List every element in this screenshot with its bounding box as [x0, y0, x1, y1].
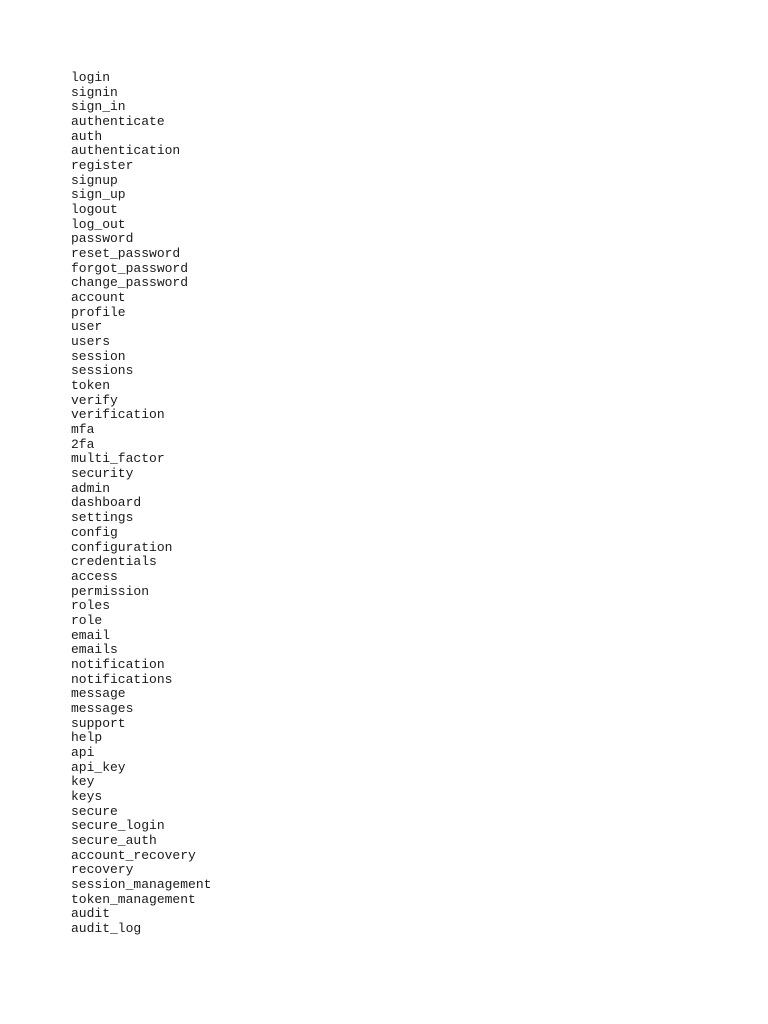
- list-item: sign_up: [71, 187, 126, 203]
- list-item: support: [71, 715, 126, 731]
- list-item: token: [71, 378, 111, 394]
- list-item: email: [71, 627, 111, 643]
- list-item: credentials: [71, 554, 157, 570]
- list-item: token_management: [71, 891, 196, 907]
- list-item: config: [71, 524, 118, 540]
- list-item: settings: [71, 510, 134, 526]
- list-item: secure_login: [71, 818, 165, 834]
- list-item: keys: [71, 788, 103, 804]
- list-item: forgot_password: [71, 260, 189, 276]
- list-item: mfa: [71, 422, 95, 438]
- list-item: sessions: [71, 363, 134, 379]
- list-item: signup: [71, 172, 118, 188]
- list-item: permission: [71, 583, 150, 599]
- list-item: change_password: [71, 275, 189, 291]
- list-item: role: [71, 612, 103, 628]
- list-item: key: [71, 774, 95, 790]
- list-item: notifications: [71, 671, 173, 687]
- list-item: roles: [71, 598, 111, 614]
- list-item: recovery: [71, 862, 134, 878]
- list-item: account: [71, 290, 126, 306]
- list-item: logout: [71, 202, 118, 218]
- list-item: session: [71, 348, 126, 364]
- list-item: configuration: [71, 539, 173, 555]
- list-item: login: [71, 70, 111, 85]
- list-item: dashboard: [71, 495, 142, 511]
- list-item: verify: [71, 392, 118, 408]
- list-item: profile: [71, 304, 126, 320]
- list-item: account_recovery: [71, 847, 196, 863]
- list-item: users: [71, 334, 111, 350]
- list-item: reset_password: [71, 246, 181, 262]
- list-item: log_out: [71, 216, 126, 232]
- list-item: sign_in: [71, 99, 126, 115]
- list-item: user: [71, 319, 103, 335]
- list-item: audit_log: [71, 920, 142, 936]
- list-item: help: [71, 730, 103, 746]
- word-list: [71, 71, 211, 937]
- list-item: auth: [71, 128, 103, 144]
- list-item: message: [71, 686, 126, 702]
- list-item: password: [71, 231, 134, 247]
- list-item: api_key: [71, 759, 126, 775]
- list-item: multi_factor: [71, 451, 165, 467]
- list-item: verification: [71, 407, 165, 423]
- list-item: emails: [71, 642, 118, 658]
- list-item: authentication: [71, 143, 181, 159]
- list-item: secure: [71, 803, 118, 819]
- list-item: authenticate: [71, 114, 165, 130]
- list-item: security: [71, 466, 134, 482]
- list-item: access: [71, 568, 118, 584]
- list-item: register: [71, 158, 134, 174]
- list-item: signin: [71, 84, 118, 100]
- list-item: messages: [71, 700, 134, 716]
- list-item: session_management: [71, 876, 212, 892]
- list-item: secure_auth: [71, 832, 157, 848]
- list-item: admin: [71, 480, 111, 496]
- list-item: api: [71, 744, 95, 760]
- list-item: audit: [71, 906, 111, 922]
- list-item: 2fa: [71, 436, 95, 452]
- list-item: notification: [71, 656, 165, 672]
